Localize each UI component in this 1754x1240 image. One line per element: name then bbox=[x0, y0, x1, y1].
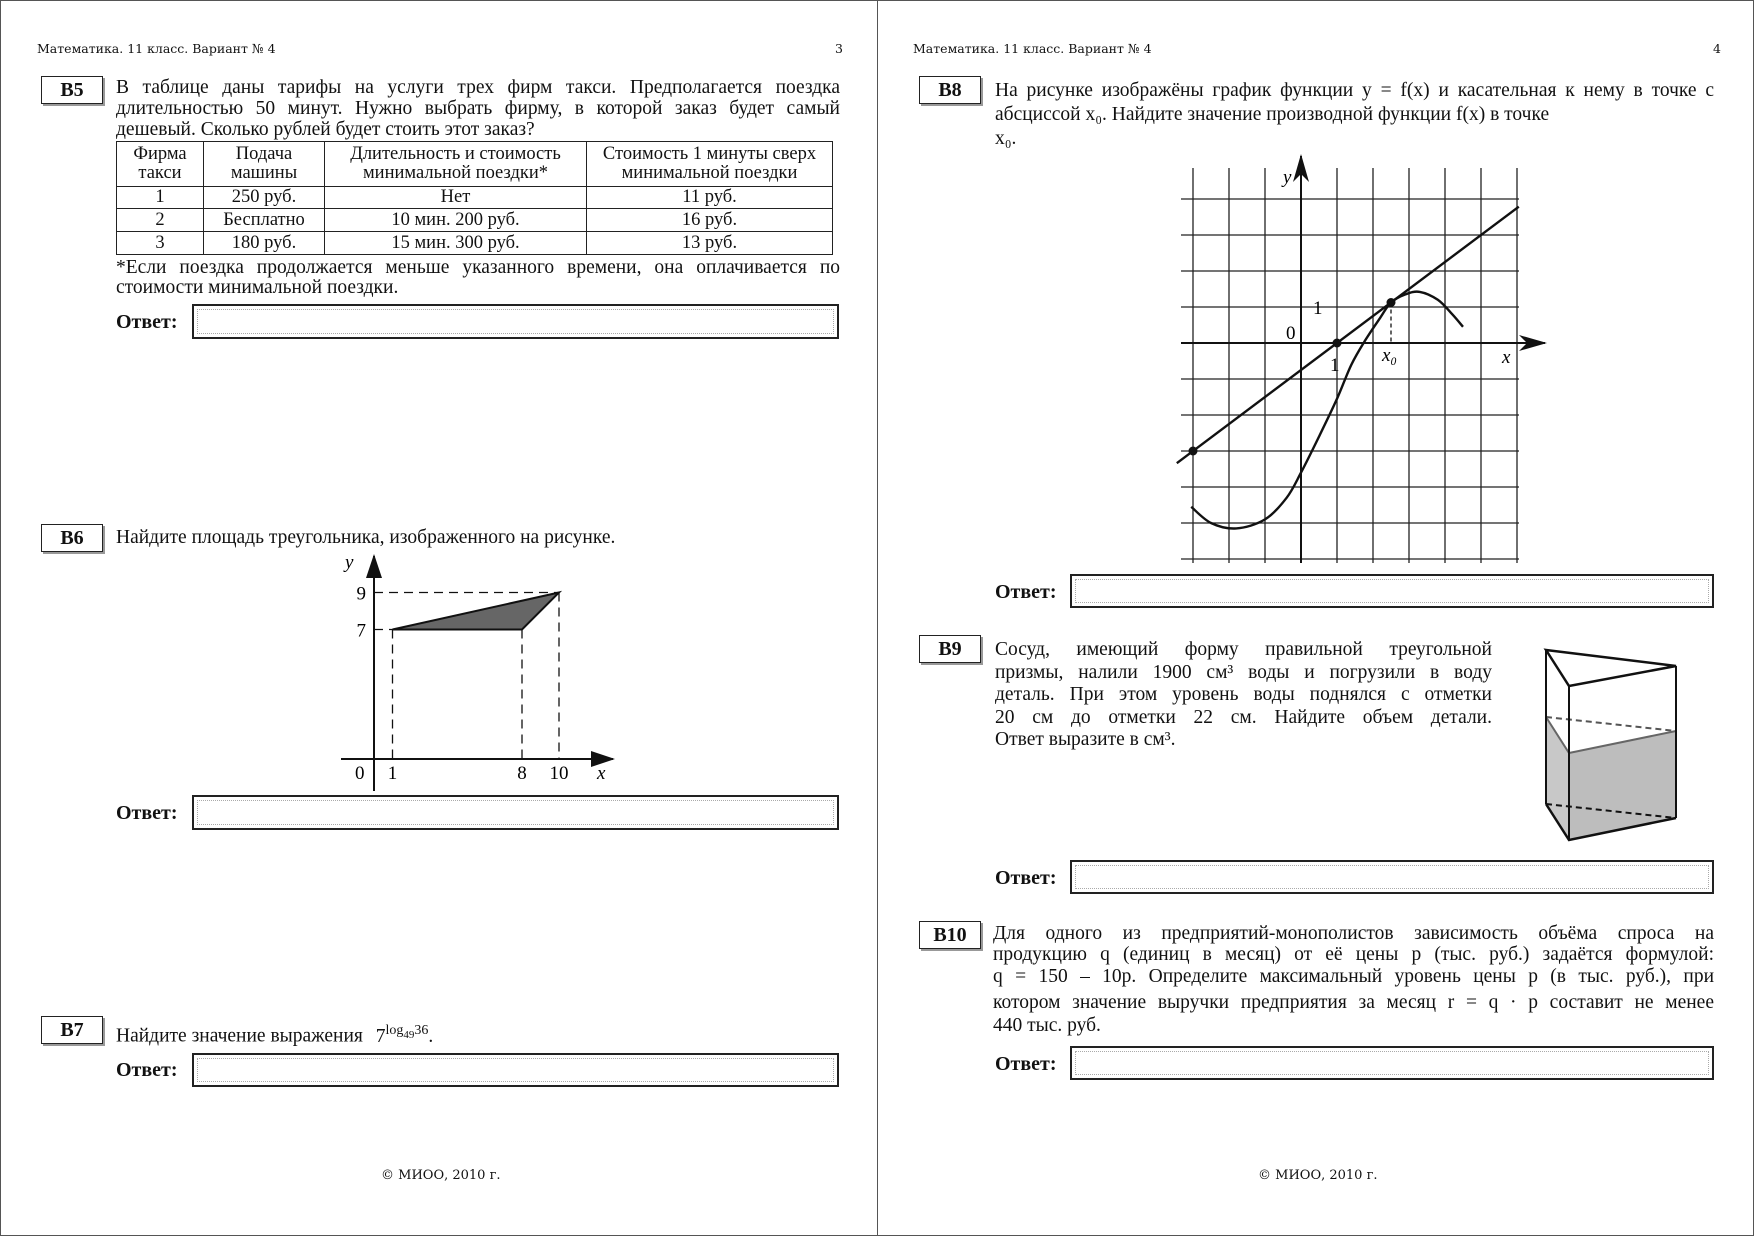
answer-label: Ответ: bbox=[995, 1053, 1057, 1075]
table-footnote: *Если поездка продолжается меньше указанного времени, она оплачивается по стоимости минимальной поездки. bbox=[116, 257, 840, 298]
answer-input-b8[interactable] bbox=[1070, 574, 1714, 608]
question-text-b9 bbox=[995, 639, 1492, 752]
x-tick-label: 1 bbox=[387, 763, 398, 784]
answer-input-b9[interactable] bbox=[1070, 860, 1714, 894]
x-tick-label: 8 bbox=[517, 763, 527, 784]
question-label-b7: B7 bbox=[41, 1016, 103, 1044]
x0-label: x₀ bbox=[1382, 345, 1398, 366]
expression bbox=[375, 1023, 434, 1047]
text-line: Сосуд, имеющий форму правильной треугольной bbox=[995, 639, 1492, 660]
question-text: Найдите значение выражения bbox=[116, 1025, 363, 1047]
tangent-point bbox=[1387, 298, 1396, 307]
table-cell: Бесплатно bbox=[204, 209, 325, 232]
question-label-b8: B8 bbox=[919, 76, 981, 104]
origin-label: 0 bbox=[1286, 323, 1296, 344]
answer-input-b7[interactable] bbox=[192, 1053, 839, 1087]
question-label-b10: B10 bbox=[919, 921, 981, 949]
header-cell: такси bbox=[138, 162, 182, 183]
prism-top-face bbox=[1546, 650, 1676, 686]
function-curve bbox=[1191, 292, 1463, 529]
table-cell: 3 bbox=[117, 232, 204, 255]
table-cell: 2 bbox=[117, 209, 204, 232]
answer-label: Ответ: bbox=[116, 311, 178, 333]
y-axis-label: y bbox=[345, 552, 354, 573]
table-cell: 13 руб. bbox=[587, 232, 833, 255]
question-label-b9: B9 bbox=[919, 635, 981, 663]
table-cell: 16 руб. bbox=[587, 209, 833, 232]
left-page bbox=[0, 0, 878, 1236]
page-header: Математика. 11 класс. Вариант № 4 bbox=[913, 41, 1152, 56]
table-cell: 1 bbox=[117, 186, 204, 209]
text-line: 440 тыс. руб. bbox=[993, 1015, 1101, 1036]
x-axis-label: x bbox=[1502, 347, 1511, 368]
y-unit-label: 1 bbox=[1313, 298, 1323, 319]
tangent-line bbox=[1177, 207, 1519, 464]
header-cell: минимальной поездки* bbox=[362, 162, 549, 183]
answer-label: Ответ: bbox=[116, 1059, 178, 1081]
header-cell: машины bbox=[230, 162, 298, 183]
tangent-point bbox=[1333, 339, 1342, 348]
question-text-b6: Найдите площадь треугольника, изображенного на рисунке. bbox=[116, 527, 616, 548]
question-text-b7 bbox=[116, 1020, 433, 1047]
y-tick-label: 7 bbox=[356, 620, 366, 642]
table-cell: 180 руб. bbox=[204, 232, 325, 255]
page-number: 3 bbox=[835, 41, 843, 56]
header-cell: Стоимость 1 минуты сверх bbox=[602, 143, 817, 164]
table-cell: 11 руб. bbox=[587, 186, 833, 209]
header-cell: Подача bbox=[235, 143, 293, 164]
text-line: q = 150 – 10p. Определите максимальный уровень цены p (в тыс. руб.), при bbox=[993, 966, 1714, 987]
answer-input-b6[interactable] bbox=[192, 795, 839, 830]
question-label-b5: B5 bbox=[41, 76, 103, 104]
x-unit-label: 1 bbox=[1330, 355, 1340, 376]
water-front-face bbox=[1569, 731, 1676, 840]
text-line: котором значение выручки предприятия за месяц r = q · p составит не менее bbox=[993, 992, 1714, 1013]
table-cell: Нет bbox=[325, 186, 587, 209]
question-text-b8 bbox=[995, 79, 1714, 151]
x-tick-label: 10 bbox=[549, 763, 569, 784]
answer-input-b10[interactable] bbox=[1070, 1046, 1714, 1080]
expression-base: 7 bbox=[375, 1025, 386, 1047]
y-tick-label: 9 bbox=[356, 583, 366, 605]
tangent-point bbox=[1189, 447, 1198, 456]
page-header: Математика. 11 класс. Вариант № 4 bbox=[37, 41, 276, 56]
question-text: На рисунке изображёны график функции y = f(x) и касательная к нему в точке с абсциссой x₀. Найдите значение производной функции f(x) в точке bbox=[995, 80, 1714, 125]
page-footer: © МИОО, 2010 г. bbox=[381, 1168, 501, 1183]
page-number: 4 bbox=[1713, 41, 1721, 56]
page-footer: © МИОО, 2010 г. bbox=[1258, 1168, 1378, 1183]
table-cell: 15 мин. 300 руб. bbox=[325, 232, 587, 255]
text-line: деталь. При этом уровень воды поднялся с отметки bbox=[995, 684, 1492, 705]
answer-label: Ответ: bbox=[995, 581, 1057, 603]
water-back-edge bbox=[1546, 717, 1676, 731]
text-line: Для одного из предприятий-монополистов зависимость объёма спроса на bbox=[993, 923, 1714, 944]
prism-figure bbox=[1528, 631, 1678, 861]
answer-label: Ответ: bbox=[116, 802, 178, 824]
question-label-b6: B6 bbox=[41, 524, 103, 552]
shaded-triangle bbox=[393, 593, 560, 630]
table-cell: 10 мин. 200 руб. bbox=[325, 209, 587, 232]
header-cell: минимальной поездки bbox=[621, 162, 798, 183]
question-text-b5: В таблице даны тарифы на услуги трех фирм такси. Предполагается поездка длительностью 50 минут. Нужно выбрать фирму, в которой заказ будет самый дешевый. Сколько рублей будет стоить этот заказ? bbox=[116, 77, 840, 140]
period: . bbox=[428, 1025, 434, 1047]
function-graph-figure bbox=[1150, 150, 1550, 570]
table-cell: 250 руб. bbox=[204, 186, 325, 209]
y-axis-label: y bbox=[1283, 167, 1292, 188]
expression-log: log bbox=[385, 1023, 404, 1038]
text-line: продукцию q (единиц в месяц) от её цены p (тыс. руб.) задаётся формулой: bbox=[993, 944, 1714, 965]
question-text-b10 bbox=[993, 923, 1714, 1036]
question-text-end: x₀. bbox=[995, 128, 1017, 149]
expression-log-base: 49 bbox=[403, 1028, 415, 1041]
header-cell: Фирма bbox=[133, 143, 187, 164]
header-cell: Длительность и стоимость bbox=[350, 143, 561, 164]
text-line: призмы, налили 1900 см³ воды и погрузили в воду bbox=[995, 661, 1492, 683]
expression-log-arg: 36 bbox=[414, 1023, 429, 1038]
text-line: 20 см до отметки 22 см. Найдите объем детали. bbox=[995, 706, 1492, 728]
text-line: Ответ выразите в см³. bbox=[995, 729, 1176, 750]
answer-label: Ответ: bbox=[995, 867, 1057, 889]
x-axis-label: x bbox=[597, 763, 606, 784]
origin-label: 0 bbox=[355, 763, 365, 784]
